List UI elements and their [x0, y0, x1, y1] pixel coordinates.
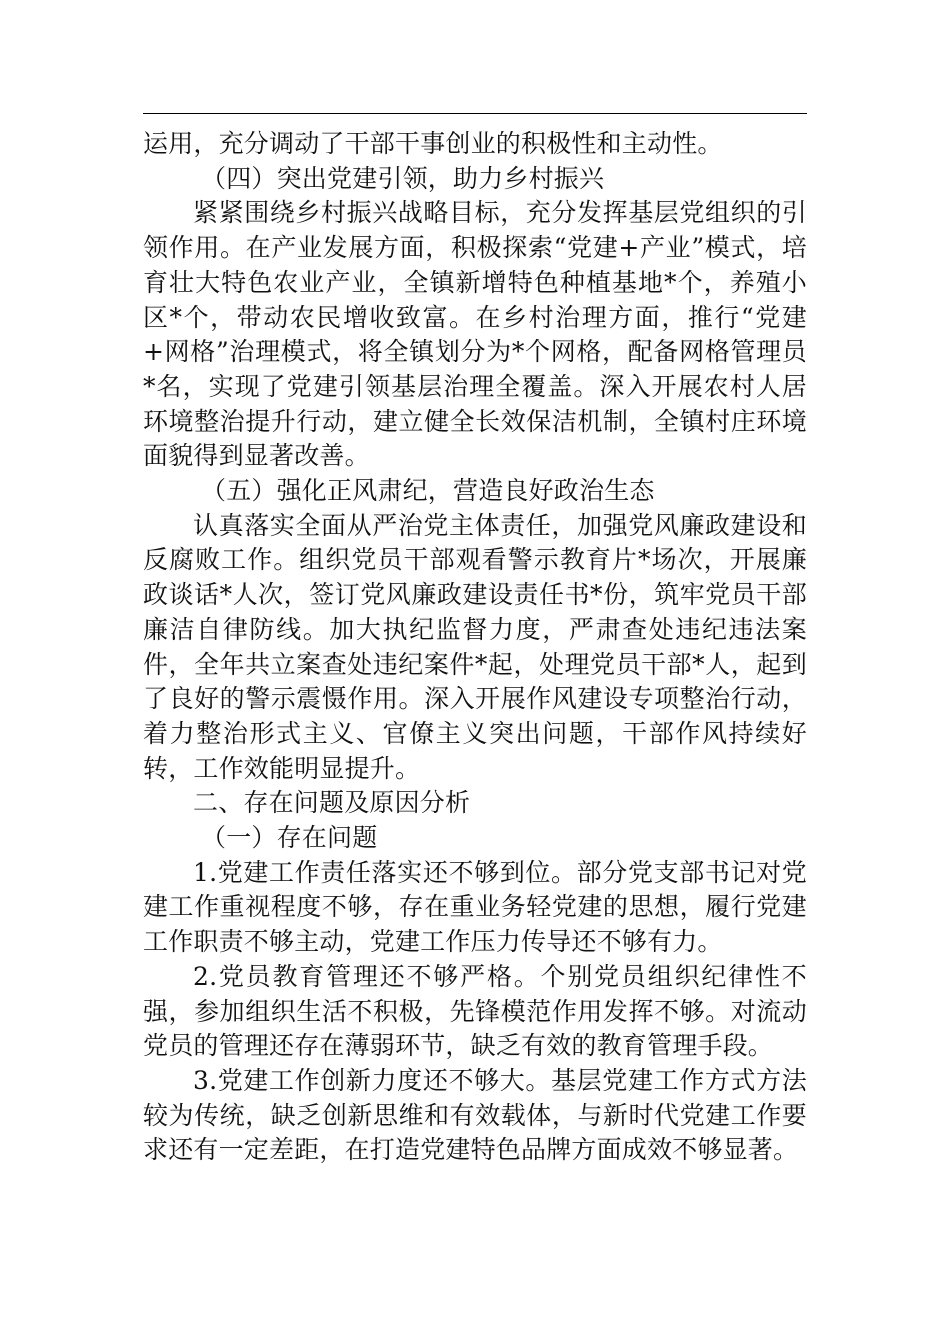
paragraph-problem-1: 1.党建工作责任落实还不够到位。部分党支部书记对党建工作重视程度不够，存在重业务轻党建的思想，履行党建工作职责不够主动，党建工作压力传导还不够有力。	[143, 857, 807, 957]
paragraph-discipline: 认真落实全面从严治党主体责任，加强党风廉政建设和反腐败工作。组织党员干部观看警示教育片*场次，开展廉政谈话*人次，签订党风廉政建设责任书*份，筑牢党员干部廉洁自律防线。加大执纪监督力度，严肃查处违纪违法案件，全年共立案查处违纪案件*起，处理党员干部*人，起到了良好的警示震慑作用。深入开展作风建设专项整治行动，着力整治形式主义、官僚主义突出问题，干部作风持续好转，工作效能明显提升。	[143, 510, 807, 783]
subheading-rural-revitalization: （四）突出党建引领，助力乡村振兴	[201, 163, 605, 193]
section-heading-problems: 二、存在问题及原因分析	[193, 788, 471, 818]
body-text	[143, 127, 807, 1168]
subheading-existing-problems: （一）存在问题	[201, 823, 378, 853]
paragraph-continuation: 运用，充分调动了干部干事创业的积极性和主动性。	[143, 129, 723, 158]
header-rule	[143, 113, 807, 114]
paragraph-problem-3: 3.党建工作创新力度还不够大。基层党建工作方式方法较为传统，缺乏创新思维和有效载体，与新时代党建工作要求还有一定差距，在打造党建特色品牌方面成效不够显著。	[143, 1065, 807, 1165]
paragraph-problem-2: 2.党员教育管理还不够严格。个别党员组织纪律性不强，参加组织生活不积极，先锋模范作用发挥不够。对流动党员的管理还存在薄弱环节，缺乏有效的教育管理手段。	[143, 961, 807, 1061]
paragraph-rural-revitalization: 紧紧围绕乡村振兴战略目标，充分发挥基层党组织的引领作用。在产业发展方面，积极探索“党建+产业”模式，培育壮大特色农业产业，全镇新增特色种植基地*个，养殖小区*个，带动农民增收致富。在乡村治理方面，推行“党建+网格”治理模式，将全镇划分为*个网格，配备网格管理员*名，实现了党建引领基层治理全覆盖。深入开展农村人居环境整治提升行动，建立健全长效保洁机制，全镇村庄环境面貌得到显著改善。	[143, 198, 807, 471]
subheading-discipline: （五）强化正风肃纪，营造良好政治生态	[201, 476, 655, 506]
